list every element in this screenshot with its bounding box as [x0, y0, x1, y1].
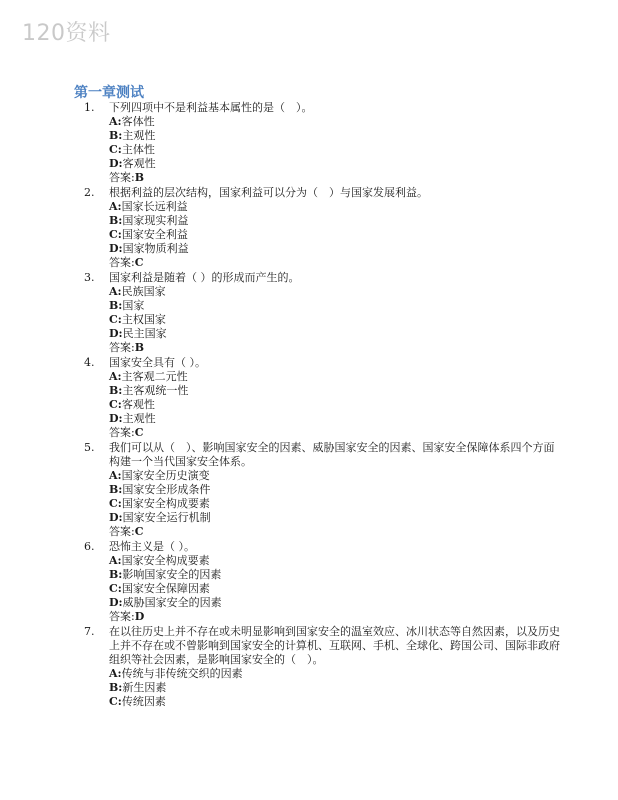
question-number: 4. [84, 355, 95, 369]
option-b [109, 214, 564, 228]
option-letter: B: [109, 483, 123, 497]
question-item [84, 625, 564, 710]
answer-label: 答案: [109, 610, 135, 624]
option-text: 主体性 [121, 143, 155, 157]
option-letter: A: [109, 469, 122, 482]
option-text: 国家安全构成要素 [121, 553, 210, 567]
option-letter: A: [109, 200, 122, 214]
option-c [109, 228, 564, 242]
question-stem: 在以往历史上并不存在或未明显影响到国家安全的温室效应、冰川状态等自然因素，以及历史上并不存在或不曾影响到国家安全的计算机、互联网、手机、全球化、跨国公司、国际非政府组织等社会因素，是影响国家安全的（ ）。 [109, 624, 560, 666]
question-stem: 国家利益是随着（ ）的形成而产生的。 [109, 270, 300, 284]
question-stem: 恐怖主义是（ ）。 [109, 539, 195, 553]
answer-line [109, 610, 564, 624]
question-number: 7. [84, 624, 95, 638]
option-a [109, 115, 564, 129]
option-letter: C: [109, 228, 122, 242]
option-text: 国家安全运行机制 [122, 511, 211, 525]
option-text: 威胁国家安全的因素 [122, 596, 222, 610]
option-c [109, 398, 564, 412]
option-letter: A: [109, 553, 122, 567]
question-item [84, 271, 564, 356]
option-text: 主观性 [122, 412, 156, 426]
answer-label: 答案: [109, 171, 135, 185]
question-list [84, 101, 564, 710]
option-text: 传统与非传统交织的因素 [121, 667, 243, 681]
option-text: 主客观二元性 [121, 369, 188, 383]
option-d [109, 596, 564, 610]
answer-value: B [134, 171, 145, 185]
question-number: 3. [84, 270, 95, 284]
option-list [109, 667, 564, 709]
option-letter: C: [109, 695, 122, 709]
option-d [109, 242, 564, 256]
question-item [84, 101, 564, 186]
option-letter: B: [109, 299, 123, 313]
option-text: 民族国家 [121, 285, 166, 298]
option-letter: B: [109, 384, 123, 398]
option-text: 民主国家 [122, 327, 167, 341]
question-stem: 我们可以从（ ）、影响国家安全的因素、威胁国家安全的因素、国家安全保障体系四个方面构建一个当代国家安全体系。 [109, 440, 555, 468]
option-b [109, 129, 564, 143]
option-text: 国家安全形成条件 [122, 483, 211, 497]
answer-value: D [134, 610, 145, 624]
option-letter: B: [109, 214, 123, 228]
option-b [109, 568, 564, 582]
question-item [84, 186, 564, 271]
option-letter: A: [109, 115, 122, 129]
option-a [109, 469, 564, 483]
option-a [109, 285, 564, 299]
question-number: 6. [84, 539, 95, 553]
option-list [109, 285, 564, 341]
option-c [109, 582, 564, 596]
option-list [109, 554, 564, 610]
option-letter: C: [109, 582, 122, 596]
option-a [109, 667, 564, 681]
option-letter: C: [109, 497, 122, 511]
option-text: 主客观统一性 [122, 384, 189, 398]
option-text: 国家安全历史演变 [121, 469, 210, 482]
option-list [109, 469, 564, 525]
question-stem: 国家安全具有（ ）。 [109, 355, 206, 369]
option-letter: A: [109, 285, 122, 298]
question-item [84, 540, 564, 625]
answer-label: 答案: [109, 256, 135, 270]
option-b [109, 299, 564, 313]
chapter-title: 第一章测试 [74, 85, 144, 101]
answer-line [109, 341, 564, 355]
option-text: 国家安全保障因素 [121, 582, 210, 596]
answer-value: C [134, 426, 144, 440]
option-list [109, 115, 564, 171]
option-letter: D: [109, 412, 123, 426]
option-letter: D: [109, 157, 123, 171]
answer-label: 答案: [109, 525, 135, 539]
option-text: 国家安全构成要素 [121, 497, 210, 511]
question-number: 1. [84, 101, 95, 114]
option-letter: C: [109, 143, 122, 157]
option-text: 传统因素 [121, 695, 166, 709]
option-text: 客观性 [122, 157, 156, 171]
question-stem: 根据利益的层次结构，国家利益可以分为（ ）与国家发展利益。 [109, 185, 428, 199]
option-letter: B: [109, 681, 123, 695]
option-a [109, 200, 564, 214]
question-number: 5. [84, 440, 95, 454]
option-c [109, 695, 564, 709]
answer-label: 答案: [109, 341, 135, 355]
option-text: 国家安全利益 [121, 228, 188, 242]
answer-value: B [134, 341, 145, 355]
option-list [109, 370, 564, 426]
option-letter: D: [109, 596, 123, 610]
option-text: 国家 [122, 299, 145, 313]
question-item [84, 441, 564, 540]
option-c [109, 497, 564, 511]
option-letter: A: [109, 369, 122, 383]
option-text: 影响国家安全的因素 [122, 568, 222, 582]
option-d [109, 157, 564, 171]
option-letter: A: [109, 667, 122, 681]
question-number: 2. [84, 185, 95, 199]
option-d [109, 511, 564, 525]
answer-label: 答案: [109, 426, 135, 440]
option-letter: D: [109, 242, 123, 256]
option-b [109, 681, 564, 695]
option-b [109, 483, 564, 497]
option-text: 主权国家 [121, 313, 166, 327]
option-b [109, 384, 564, 398]
option-text: 国家现实利益 [122, 214, 189, 228]
answer-value: C [134, 525, 144, 539]
option-list [109, 200, 564, 256]
answer-line [109, 426, 564, 440]
option-letter: B: [109, 129, 123, 143]
answer-line [109, 525, 564, 539]
watermark-logo: 120资料 [22, 21, 111, 46]
option-letter: C: [109, 398, 122, 412]
option-letter: C: [109, 313, 122, 327]
option-d [109, 327, 564, 341]
option-c [109, 143, 564, 157]
option-text: 主观性 [122, 129, 156, 143]
option-a [109, 370, 564, 384]
option-text: 客体性 [121, 115, 155, 129]
question-stem: 下列四项中不是利益基本属性的是（ ）。 [109, 101, 313, 114]
answer-line [109, 171, 564, 185]
answer-line [109, 256, 564, 270]
option-letter: D: [109, 327, 123, 341]
option-text: 客观性 [121, 398, 155, 412]
option-text: 国家长远利益 [121, 200, 188, 214]
answer-value: C [134, 256, 144, 270]
option-a [109, 554, 564, 568]
question-item [84, 356, 564, 441]
option-letter: D: [109, 511, 123, 525]
option-d [109, 412, 564, 426]
option-text: 新生因素 [122, 681, 167, 695]
option-text: 国家物质利益 [122, 242, 189, 256]
option-letter: B: [109, 568, 123, 582]
option-c [109, 313, 564, 327]
